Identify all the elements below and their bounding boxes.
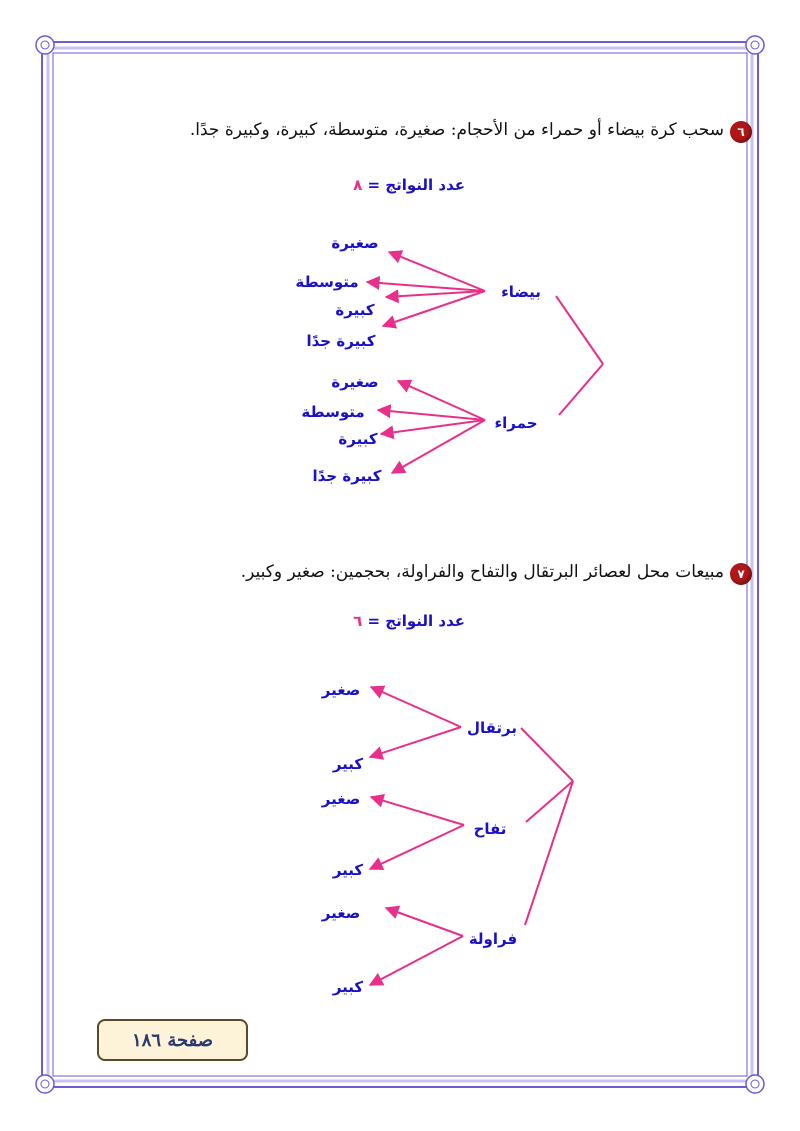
page-number-label: صفحة ١٨٦ xyxy=(132,1029,213,1051)
tree-leaf-label: كبيرة جدًا xyxy=(312,467,382,485)
tree-leaf-arrow xyxy=(398,381,485,420)
question-text: سحب كرة بيضاء أو حمراء من الأحجام: صغيرة، متوسطة، كبيرة، وكبيرة جدًا. xyxy=(189,120,724,140)
tree-leaf-label: متوسطة xyxy=(295,273,359,291)
tree-root-branch-line xyxy=(559,364,603,415)
tree-leaf-arrow xyxy=(370,727,461,757)
outcomes-label: عدد النواتج = xyxy=(367,612,465,630)
tree-leaf-arrow xyxy=(392,420,485,473)
tree-branch-label: برتقال xyxy=(466,719,518,737)
tree-leaf-label: صغيرة xyxy=(331,234,379,252)
tree-leaf-label: كبيرة xyxy=(335,301,375,319)
tree-leaf-arrow xyxy=(370,936,463,985)
tree-leaf-label: صغير xyxy=(321,681,361,699)
tree-leaf-arrow xyxy=(371,687,461,727)
page-number-box xyxy=(97,1019,248,1061)
question-text: مبيعات محل لعصائر البرتقال والتفاح والفراولة، بحجمين: صغير وكبير. xyxy=(240,562,724,582)
question-number-badge: ٧ xyxy=(730,563,752,585)
outcomes-value: ٦ xyxy=(353,612,363,630)
tree-leaf-label: متوسطة xyxy=(301,403,365,421)
tree-branch-label: فراولة xyxy=(468,930,518,948)
tree-leaf-arrow xyxy=(370,825,464,869)
tree-leaf-arrow xyxy=(386,908,463,936)
question-number-badge: ٦ xyxy=(730,121,752,143)
tree-leaf-label: كبير xyxy=(332,978,364,996)
outcomes-count xyxy=(353,612,465,630)
outcomes-count xyxy=(353,176,465,194)
tree-leaf-label: كبيرة جدًا xyxy=(306,332,376,350)
tree-branch-label: حمراء xyxy=(494,414,538,432)
tree-leaf-label: صغيرة xyxy=(331,373,379,391)
tree-leaf-arrow xyxy=(381,420,485,434)
tree-leaf-label: كبيرة xyxy=(338,430,378,448)
tree-leaf-label: صغير xyxy=(321,904,361,922)
tree-leaf-arrow xyxy=(378,410,485,420)
outcomes-value: ٨ xyxy=(353,176,363,194)
tree-leaf-arrow xyxy=(371,797,464,825)
tree-leaf-label: صغير xyxy=(321,790,361,808)
tree-leaf-label: كبير xyxy=(332,755,364,773)
tree-leaf-label: كبير xyxy=(332,861,364,879)
tree-branch-label: بيضاء xyxy=(501,283,541,301)
tree-root-branch-line xyxy=(521,728,573,781)
outcomes-label: عدد النواتج = xyxy=(367,176,465,194)
tree-branch-label: تفاح xyxy=(473,820,507,838)
tree-root-branch-line xyxy=(556,296,603,364)
